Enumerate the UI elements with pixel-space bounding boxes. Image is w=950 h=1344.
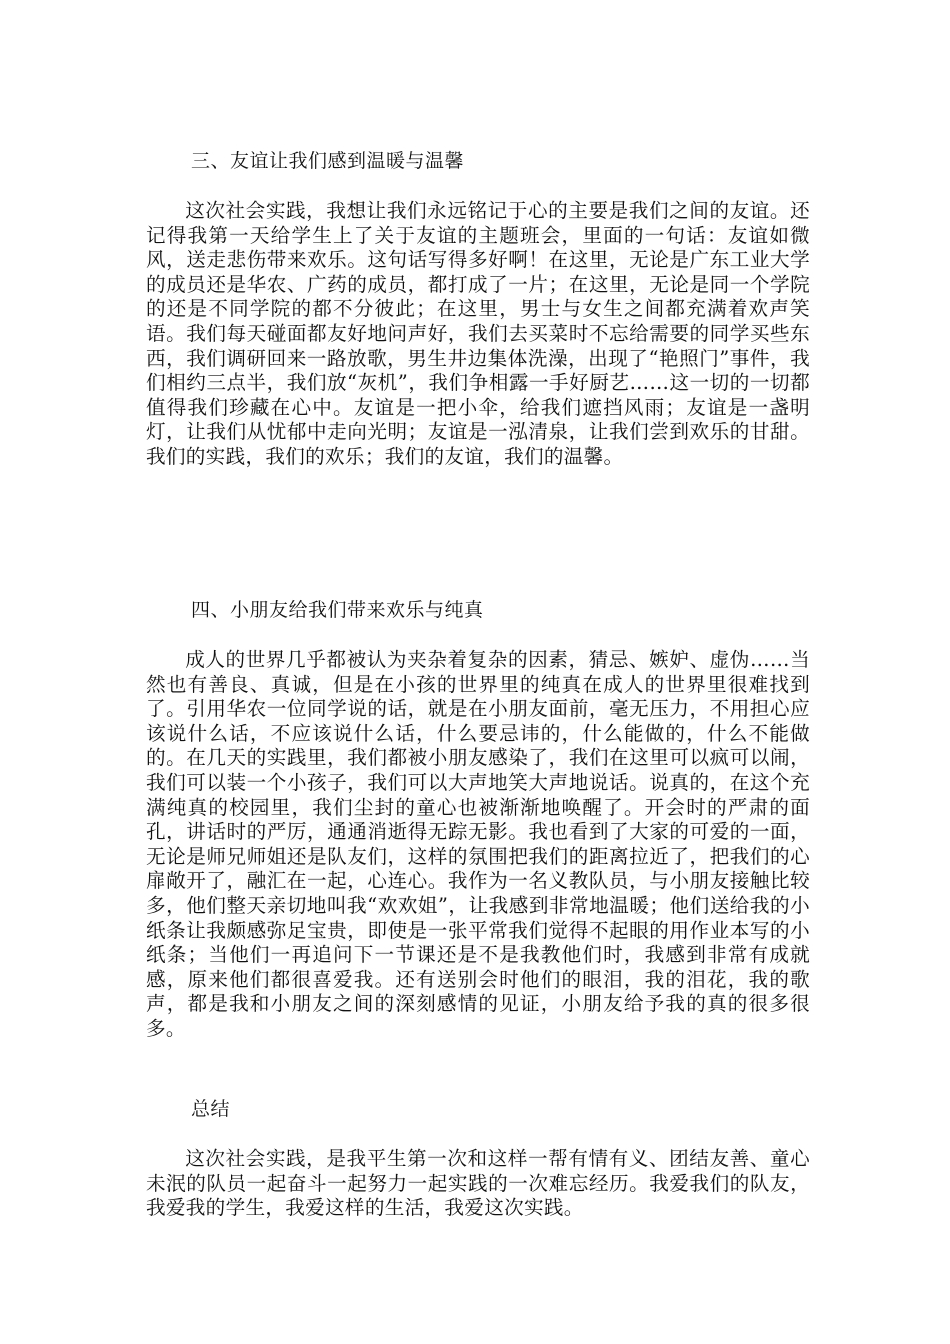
section-heading-summary: 总结 [191, 1098, 231, 1120]
section-heading-children: 四、小朋友给我们带来欢乐与纯真 [191, 599, 484, 621]
section-heading-friendship: 三、友谊让我们感到温暖与温馨 [191, 150, 465, 172]
section-paragraph-children: 成人的世界几乎都被认为夹杂着复杂的因素，猜忌、嫉妒、虚伪……当然也有善良、真诚，但是在小孩的世界里的纯真在成人的世界里很难找到了。引用华农一位同学说的话，就是在小朋友面前，毫无压力，不用担心应该说什么话，不应该说什么话，什么要忌讳的，什么能做的，什么不能做的。在几天的实践里，我们都被小朋友感染了，我们在这里可以疯可以闹，我们可以装一个小孩子，我们可以大声地笑大声地说话。说真的，在这个充满纯真的校园里，我们尘封的童心也被渐渐地唤醒了。开会时的严肃的面孔，讲话时的严厉，通通消逝得无踪无影。我也看到了大家的可爱的一面，无论是师兄师姐还是队友们，这样的氛围把我们的距离拉近了，把我们的心扉敞开了，融汇在一起，心连心。我作为一名义教队员，与小朋友接触比较多，他们整天亲切地叫我“欢欢姐”，让我感到非常地温暖；他们送给我的小纸条让我颇感弥足宝贵，即使是一张平常我们觉得不起眼的用作业本写的小纸条；当他们一再追问下一节课还是不是我教他们时，我感到非常有成就感，原来他们都很喜爱我。还有送别会时他们的眼泪，我的泪花，我的歌声，都是我和小朋友之间的深刻感情的见证，小朋友给予我的真的很多很多。 [146, 648, 810, 1040]
section-paragraph-summary: 这次社会实践，是我平生第一次和这样一帮有情有义、团结友善、童心未泯的队员一起奋斗一起努力一起实践的一次难忘经历。我爱我们的队友，我爱我的学生，我爱这样的生活，我爱这次实践。 [146, 1147, 810, 1220]
section-paragraph-friendship: 这次社会实践，我想让我们永远铭记于心的主要是我们之间的友谊。还记得我第一天给学生上了关于友谊的主题班会，里面的一句话：友谊如微风，送走悲伤带来欢乐。这句话写得多好啊！在这里，无论是广东工业大学的成员还是华农、广药的成员，都打成了一片；在这里，无论是同一个学院的还是不同学院的都不分彼此；在这里，男士与女生之间都充满着欢声笑语。我们每天碰面都友好地问声好，我们去买菜时不忘给需要的同学买些东西，我们调研回来一路放歌，男生井边集体洗澡，出现了“艳照门”事件，我们相约三点半，我们放“灰机”，我们争相露一手好厨艺……这一切的一切都值得我们珍藏在心中。友谊是一把小伞，给我们遮挡风雨；友谊是一盏明灯，让我们从忧郁中走向光明；友谊是一泓清泉，让我们尝到欢乐的甘甜。我们的实践，我们的欢乐；我们的友谊，我们的温馨。 [146, 199, 810, 468]
